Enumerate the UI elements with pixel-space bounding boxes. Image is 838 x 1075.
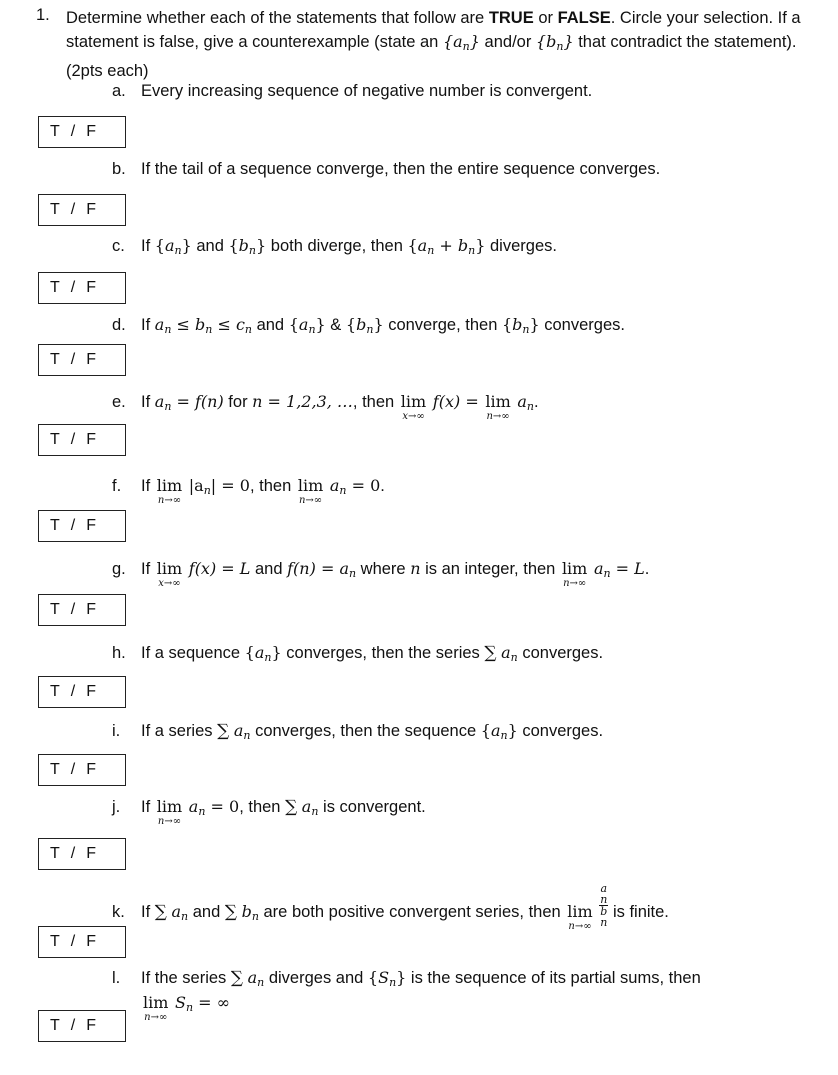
true-word: TRUE — [488, 9, 534, 27]
answer-box-a[interactable]: T / F — [38, 116, 126, 148]
false-word: FALSE — [557, 9, 611, 27]
statement-f: f. If lim n→∞ $|a_n| = 0$, then lim n→∞ $a_n = 0$. — [112, 476, 385, 506]
statement-b: b. If the tail of a sequence converge, then the entire sequence converges. — [112, 160, 661, 178]
statement-e: e. If $a_n = f(n)$ for n = 1,2,3, …, then lim x→∞ f(x) = lim n→∞ $a_n$. — [112, 392, 539, 422]
statement-l-conclusion: lim n→∞ $S_n$ = ∞ — [143, 993, 230, 1023]
question-number: 1. — [36, 6, 50, 24]
answer-box-h[interactable]: T / F — [38, 676, 126, 708]
statement-a: a. Every increasing sequence of negative number is convergent. — [112, 82, 593, 100]
question-instructions: Determine whether each of the statements that follow are TRUE or FALSE. Circle your selection. If a statement is false, give a counterexample (state an $\{a_n\}$ and/or $\{b_n\}$ that contradict the statement). (2pts each) — [66, 9, 801, 80]
answer-box-g[interactable]: T / F — [38, 594, 126, 626]
statement-l: l. If the series ∑ $a_n$ diverges and $\{S_n\}$ is the sequence of its partial sums, then — [112, 968, 701, 989]
fraction-an-over-bn: a n b n — [600, 882, 608, 929]
answer-box-f[interactable]: T / F — [38, 510, 126, 542]
true-option: T — [50, 123, 61, 140]
answer-box-i[interactable]: T / F — [38, 754, 126, 786]
statement-j: j. If lim n→∞ $a_n = 0$, then ∑ $a_n$ is convergent. — [112, 797, 426, 827]
answer-box-e[interactable]: T / F — [38, 424, 126, 456]
answer-box-c[interactable]: T / F — [38, 272, 126, 304]
statement-k: k. If ∑ $a_n$ and ∑ $b_n$ are both positive convergent series, then lim n→∞ a n b n is finite. — [112, 882, 669, 932]
statement-i: i. If a series ∑ $a_n$ converges, then the sequence $\{a_n\}$ converges. — [112, 721, 604, 742]
answer-box-d[interactable]: T / F — [38, 344, 126, 376]
answer-box-b[interactable]: T / F — [38, 194, 126, 226]
statement-d: d. If $a_n \le b_n \le c_n$ and $\{a_n\}$ & $\{b_n\}$ converge, then $\{b_n\}$ converges. — [112, 315, 625, 336]
false-option: F — [86, 123, 98, 140]
answer-box-l[interactable]: T / F — [38, 1010, 126, 1042]
statement-h: h. If a sequence $\{a_n\}$ converges, then the series ∑ $a_n$ converges. — [112, 643, 604, 664]
statement-c: c. If $\{a_n\}$ and $\{b_n\}$ both diverge, then $\{a_n + b_n\}$ diverges. — [112, 236, 557, 257]
statement-g: g. If lim x→∞ f(x) = L and $f(n) = a_n$ where n is an integer, then lim n→∞ $a_n = L$. — [112, 559, 650, 589]
answer-box-j[interactable]: T / F — [38, 838, 126, 870]
answer-box-k[interactable]: T / F — [38, 926, 126, 958]
